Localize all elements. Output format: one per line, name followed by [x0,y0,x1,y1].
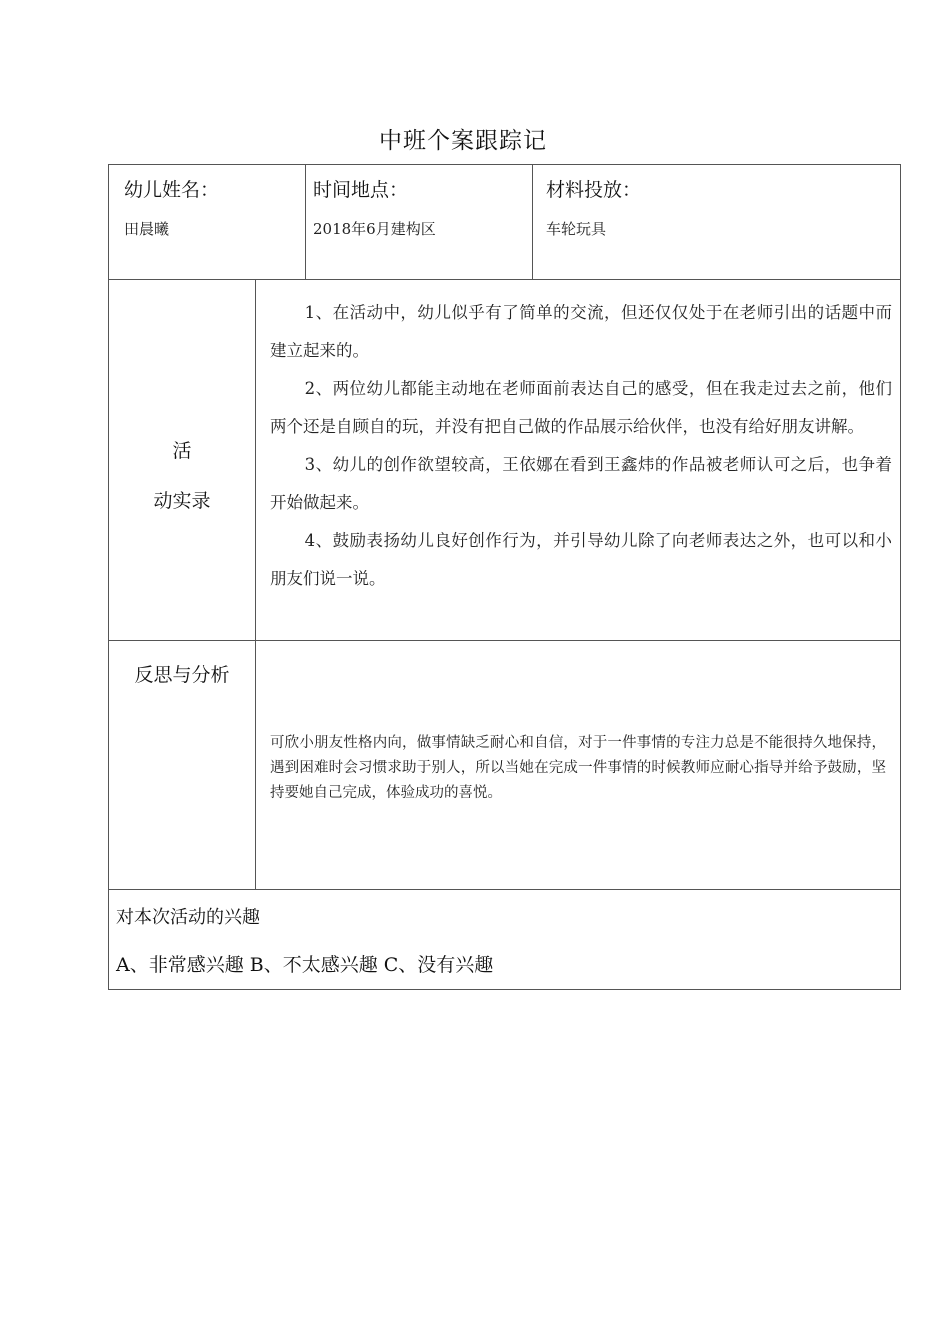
time-place-value: 2018年6月建构区 [313,220,436,238]
interest-row [109,890,900,990]
page-title: 中班个案跟踪记 [379,128,547,154]
activity-label [109,426,255,526]
time-place-label: 时间地点： [313,179,409,201]
activity-label-line2: 动实录 [153,490,211,512]
info-row [109,165,900,280]
activity-paragraph-2: 2、两位幼儿都能主动地在老师面前表达自己的感受，但在我走过去之前，他们两个还是自顾自的玩，并没有把自己做的作品展示给伙伴，也没有给好朋友讲解。 [270,379,892,436]
interest-title: 对本次活动的兴趣 [116,907,260,928]
materials-label: 材料投放： [546,179,642,201]
reflection-content-cell [256,641,900,889]
time-place-cell [306,165,533,279]
activity-row [109,280,900,641]
reflection-row [109,641,900,890]
activity-label-cell [109,280,256,640]
activity-paragraph-3: 3、幼儿的创作欲望较高，王依娜在看到王鑫炜的作品被老师认可之后，也争着开始做起来。 [270,455,892,512]
child-name-label: 幼儿姓名： [124,179,220,201]
reflection-label: 反思与分析 [134,664,230,686]
interest-options: A、非常感兴趣 B、不太感兴趣 C、没有兴趣 [116,954,494,976]
record-table [108,164,901,990]
materials-cell [533,165,900,279]
child-name-cell [109,165,306,279]
activity-record-text [270,294,892,598]
activity-paragraph-1: 1、在活动中，幼儿似乎有了简单的交流，但还仅仅处于在老师引出的话题中而建立起来的。 [270,303,892,360]
materials-value: 车轮玩具 [546,220,607,238]
activity-label-line1: 活 [172,440,192,462]
activity-paragraph-4: 4、鼓励表扬幼儿良好创作行为，并引导幼儿除了向老师表达之外，也可以和小朋友们说一说。 [270,531,892,588]
activity-content-cell [256,280,900,640]
reflection-label-cell [109,641,256,889]
child-name-value: 田晨曦 [124,220,170,238]
reflection-text: 可欣小朋友性格内向，做事情缺乏耐心和自信，对于一件事情的专注力总是不能很持久地保持，遇到困难时会习惯求助于别人，所以当她在完成一件事情的时候教师应耐心指导并给予鼓励，坚持要她自己完成，体验成功的喜悦。 [270,735,886,801]
